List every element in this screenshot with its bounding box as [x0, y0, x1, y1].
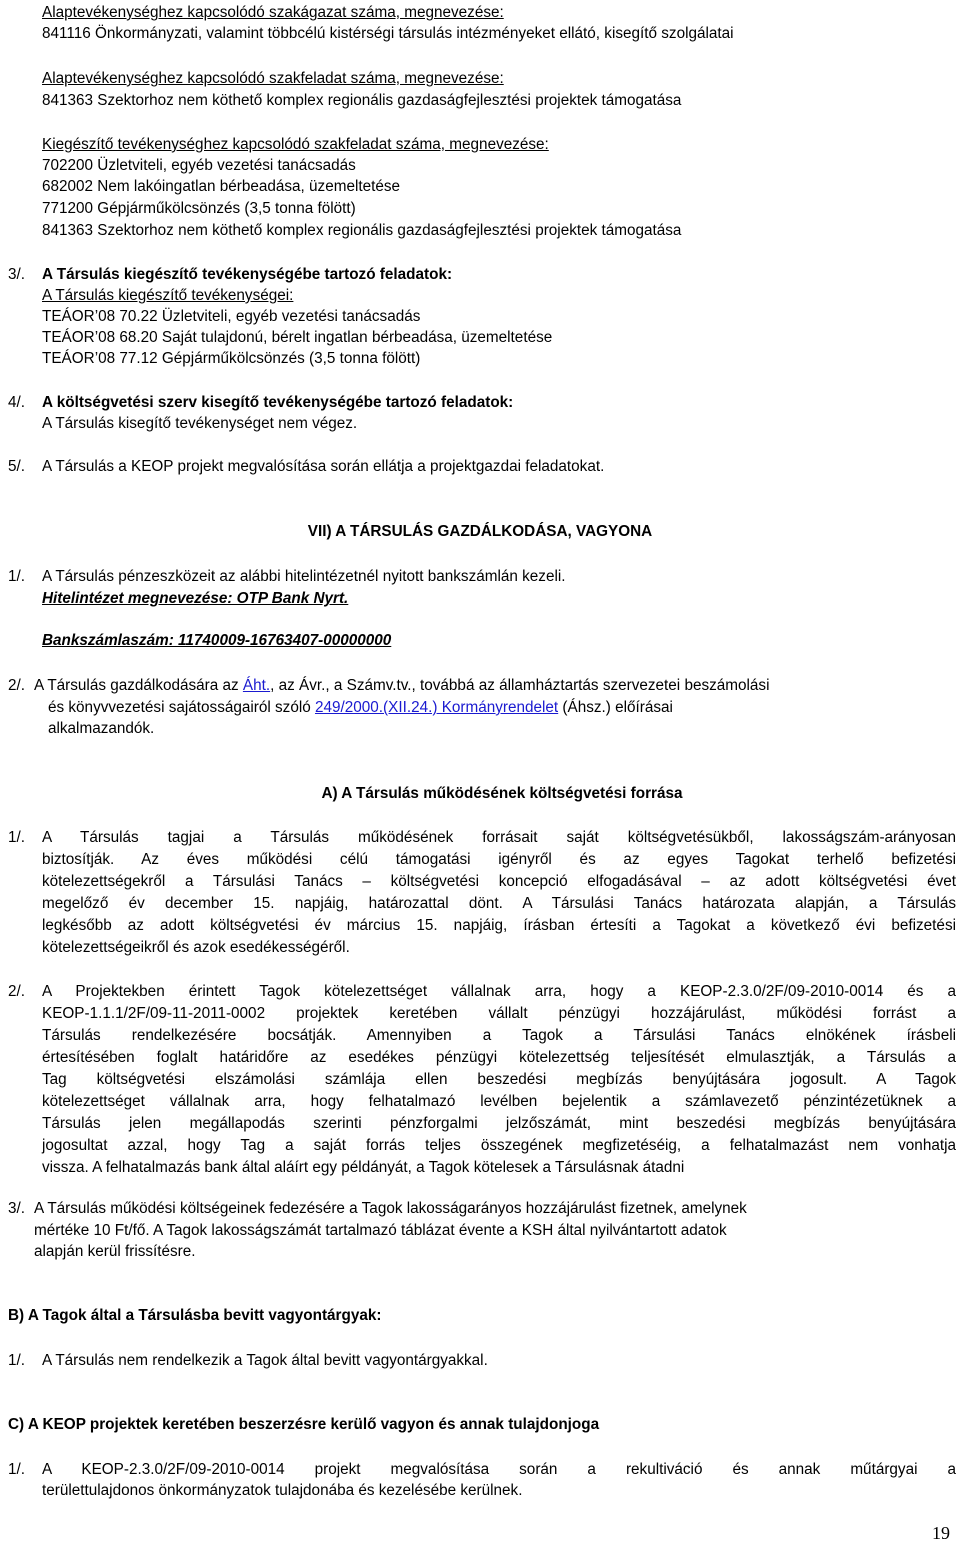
teaor-item: TEÁOR’08 77.12 Gépjárműkölcsönzés (3,5 tonna fölött)	[42, 350, 421, 367]
teaor-item: TEÁOR’08 70.22 Üzletviteli, egyéb vezetési tanácsadás	[42, 308, 421, 325]
paragraph-line: KEOP-1.1.1/2F/09-11-2011-0002 projektek keretében vállalt pénzügyi hozzájárulást, működési forrást a	[42, 1005, 956, 1022]
section-a-title: A) A Társulás működésének költségvetési forrása	[321, 785, 683, 802]
section-number: 1/.	[8, 1461, 26, 1478]
section-number: 3/.	[8, 1200, 26, 1217]
supplementary-task-item: 702200 Üzletviteli, egyéb vezetési tanácsadás	[42, 157, 356, 174]
paragraph-line: biztosítják. Az éves működési célú támogatási igényről és az egyes Tagokat terhelő befizetési	[42, 851, 956, 868]
regulation-line	[48, 697, 673, 720]
regulation-text: és könyvvezetési sajátosságairól szóló	[48, 699, 315, 716]
bank-name: Hitelintézet megnevezése: OTP Bank Nyrt.	[42, 590, 349, 607]
regulation-line: alkalmazandók.	[48, 720, 155, 737]
section-number: 1/.	[8, 1352, 26, 1369]
paragraph-line: A Társulás működési költségeinek fedezésére a Tagok lakosságarányos hozzájárulást fizetnek, amelynek	[34, 1200, 747, 1217]
paragraph-line: Társulás jelen megállapodás szerinti pénzforgalmi jelzőszámát, mint beszedési megbízás benyújtására	[42, 1115, 956, 1132]
paragraph-line: megelőző év december 15. napjáig, határozattal dönt. A Társulási Tanács határozata alapján, a Társulás	[42, 895, 956, 912]
section-number: 5/.	[8, 458, 26, 475]
main-activity-sector-heading: Alaptevékenységhez kapcsolódó szakágazat száma, megnevezése:	[42, 4, 504, 21]
chapter-title: VII) A TÁRSULÁS GAZDÁLKODÁSA, VAGYONA	[307, 523, 653, 540]
section-b-title: B) A Tagok által a Társulásba bevitt vagyontárgyak:	[8, 1307, 382, 1324]
section-5-text: A Társulás a KEOP projekt megvalósítása során ellátja a projektgazdai feladatokat.	[42, 458, 605, 475]
main-activity-task-value: 841363 Szektorhoz nem köthető komplex regionális gazdaságfejlesztési projektek támogatása	[42, 92, 682, 109]
section-b-text: A Társulás nem rendelkezik a Tagok által bevitt vagyontárgyakkal.	[42, 1352, 488, 1369]
paragraph-line: Társulás rendelkezésére bocsátják. Amennyiben a Tagok a Társulási Tanács elnökének írásbeli	[42, 1027, 956, 1044]
teaor-item: TEÁOR’08 68.20 Saját tulajdonú, bérelt ingatlan bérbeadása, üzemeltetése	[42, 329, 553, 346]
paragraph-line: kötelezettségeikről és azok esedékességéről.	[42, 939, 350, 956]
section-number: 3/.	[8, 266, 26, 283]
section-4-title: A költségvetési szerv kisegítő tevékenységébe tartozó feladatok:	[42, 394, 514, 411]
supplementary-task-item: 682002 Nem lakóingatlan bérbeadása, üzemeltetése	[42, 178, 401, 195]
regulation-text: A Társulás gazdálkodására az	[34, 677, 243, 694]
section-number: 2/.	[8, 983, 26, 1000]
bank-account-number: Bankszámlaszám: 11740009-16763407-00000000	[42, 632, 392, 649]
regulation-line	[34, 675, 769, 698]
paragraph-line: kötelezettséget vállalnak arra, hogy felhatalmazó levélben bejelentik a számlavezető pénzintézetüknek a	[42, 1093, 956, 1110]
section-4-text: A Társulás kisegítő tevékenységet nem végez.	[42, 415, 358, 432]
section-number: 1/.	[8, 568, 26, 585]
paragraph-line: legkésőbb az adott költségvetési év március 15. napjáig, írásban értesíti a Tagokat a következő évi befizetési	[42, 917, 956, 934]
aht-link[interactable]: Áht.	[242, 677, 271, 694]
section-c-title: C) A KEOP projektek keretében beszerzésre kerülő vagyon és annak tulajdonjoga	[8, 1416, 600, 1433]
paragraph-line: A Társulás tagjai a Társulás működésének forrásait saját költségvetésükből, lakosságszám-arányosan	[42, 829, 956, 846]
regulation-text: (Áhsz.) előírásai	[558, 699, 673, 716]
section-3-subtitle: A Társulás kiegészítő tevékenységei:	[42, 287, 294, 304]
page-number: 19	[932, 1523, 950, 1543]
paragraph-line: jogosultat azzal, hogy Tag a saját forrás teljes összegének megfizetéséig, a felhatalmazást nem vonhatja	[42, 1137, 956, 1154]
supplementary-task-item: 771200 Gépjárműkölcsönzés (3,5 tonna fölött)	[42, 200, 356, 217]
paragraph-line: területtulajdonos önkormányzatok tulajdonába és kezelésébe kerülnek.	[42, 1482, 523, 1499]
section-number: 2/.	[8, 677, 26, 694]
regulation-text: , az Ávr., a Számv.tv., továbbá az államháztartás szervezetei beszámolási	[270, 677, 770, 694]
supplementary-task-item: 841363 Szektorhoz nem köthető komplex regionális gazdaságfejlesztési projektek támogatása	[42, 222, 682, 239]
paragraph-line: A Projektekben érintett Tagok kötelezettséget vállalnak arra, hogy a KEOP-2.3.0/2F/09-2010-0014 és a	[42, 983, 956, 1000]
paragraph-line: Tag költségvetési elszámolási számlája ellen beszedési megbízás benyújtására jogosult. A Tagok	[42, 1071, 956, 1088]
main-activity-task-heading: Alaptevékenységhez kapcsolódó szakfeladat száma, megnevezése:	[42, 70, 504, 87]
section-3-title: A Társulás kiegészítő tevékenységébe tartozó feladatok:	[42, 266, 453, 283]
paragraph-line: kötelezettségekről a Társulási Tanács – költségvetési koncepció elfogadásával – az adott költségvetési évet	[42, 873, 956, 890]
paragraph-line: vissza. A felhatalmazás bank által aláírt egy példányát, a Tagok kötelesek a Társulásnak átadni	[42, 1159, 685, 1176]
supplementary-task-heading: Kiegészítő tevékenységhez kapcsolódó szakfeladat száma, megnevezése:	[42, 136, 549, 153]
paragraph-line: alapján kerül frissítésre.	[34, 1243, 196, 1260]
section-number: 4/.	[8, 394, 26, 411]
section-number: 1/.	[8, 829, 26, 846]
paragraph-line: mértéke 10 Ft/fő. A Tagok lakosságszámát tartalmazó táblázat évente a KSH által nyilvántartott adatok	[34, 1222, 727, 1239]
main-activity-sector-value: 841116 Önkormányzati, valamint többcélú kistérségi társulás intézményeket ellátó, kisegítő szolgálatai	[42, 25, 734, 42]
bank-intro-text: A Társulás pénzeszközeit az alábbi hitelintézetnél nyitott bankszámlán kezeli.	[42, 568, 566, 585]
government-decree-link[interactable]: 249/2000.(XII.24.) Kormányrendelet	[314, 699, 559, 716]
paragraph-line: értesítésében foglalt határidőre az esedékes pénzügyi kötelezettség teljesítését elmulasztják, a Társulás a	[42, 1049, 956, 1066]
paragraph-line: A KEOP-2.3.0/2F/09-2010-0014 projekt megvalósítása során a rekultiváció és annak műtárgyai a	[42, 1461, 956, 1478]
